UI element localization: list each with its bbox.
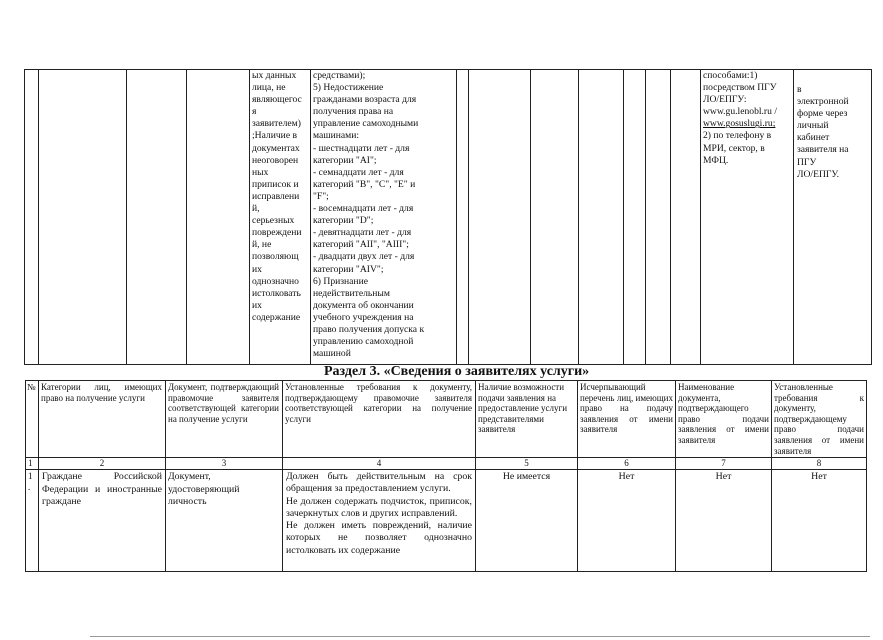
col-number-8: 8 (816, 458, 822, 468)
col-number-7: 7 (721, 458, 726, 468)
col-number-3: 3 (221, 458, 227, 468)
row-rep-document: Нет (715, 471, 732, 482)
header-document: Документ, подтверждающий правомочие заявителя соответствующей категории на получение услуги (168, 382, 279, 424)
row-rep-doc-requirements: Нет (811, 471, 827, 482)
header-num: № (27, 382, 36, 392)
requirement-2: Не должен содержать подчисток, приписок, зачеркнутых слов и других исправлений. (286, 495, 472, 519)
col-number-6: 6 (624, 458, 629, 468)
top-col4-text: ых данных лица, не являющегос я заявителем) ;Наличие в документах неоговорен ных приписок и исправлени й, серьезных повреждени й, не позволяющ их однозначно истолковать их содержание (252, 70, 302, 323)
header-category: Категории лиц, имеющих право на получение услуги (41, 382, 162, 403)
top-col11-post: 2) по телефону в МРИ, сектор, в МФЦ. (703, 130, 772, 166)
header-rep-document: Наименование документа, подтверждающего право подачи заявления от имени заявителя (678, 382, 769, 445)
row-requirements (286, 471, 472, 570)
col-number-2: 2 (99, 458, 105, 468)
top-col5-text: средствами); 5) Недостижение гражданами возраста для получения права на управление самоходными машинами: - шестнадцати лет - для категории "AI"; - семнадцати лет - для категорий "B", "C", "E" и "F"; - восемнадцати лет - для категории "D"; - девятнадцати лет - для категорий "AII", "AIII"; - двадцати двух лет - для категории "AIV"; 6) Признание недействительным документа об окончании учебного учреждения на право получения допуска к управлению самоходной машиной (313, 70, 425, 360)
row-representatives: Не имеется (502, 471, 551, 482)
header-persons-list: Исчерпывающий перечень лиц, имеющих право на подачу заявления от имени заявителя (580, 382, 673, 435)
gosuslugi-link[interactable]: www.gosuslugi.ru; (703, 118, 776, 130)
header-representatives: Наличие возможности подачи заявления на предоставление услуги представителями заявителя (478, 382, 568, 435)
header-rep-doc-requirements: Установленные требования к документу, подтверждающему право подачи заявления от имени заявителя (774, 382, 864, 456)
header-requirements: Установленные требования к документу, подтверждающему правомочие заявителя соответствующей категории на получение услуги (285, 382, 472, 424)
row-category: Граждане Российской Федерации и иностранные граждане (42, 471, 162, 507)
row-number: 1 . (28, 471, 33, 492)
row-persons-list: Нет (618, 471, 635, 482)
top-col12-text: в электронной форме через личный кабинет заявителя на ПГУ ЛО/ЕПГУ. (797, 84, 849, 180)
top-col11-pre: способами:1) посредством ПГУ ЛО/ЕПГУ: www.gu.lenobl.ru / (703, 70, 777, 118)
requirement-1: Должен быть действительным на срок обращения за предоставлением услуги. (286, 471, 472, 495)
scan-edge-line (90, 636, 870, 637)
col-number-4: 4 (376, 458, 382, 468)
col-number-5: 5 (524, 458, 529, 468)
col-number-1: 1 (28, 458, 33, 468)
top-col11-text (703, 70, 792, 190)
row-document: Документ, удостоверяющий личность (168, 471, 240, 507)
section-title: Раздел 3. «Сведения о заявителях услуги» (324, 364, 590, 379)
requirement-3: Не должен иметь повреждений, наличие которых не позволяет однозначно истолковать их содержание (286, 520, 472, 556)
